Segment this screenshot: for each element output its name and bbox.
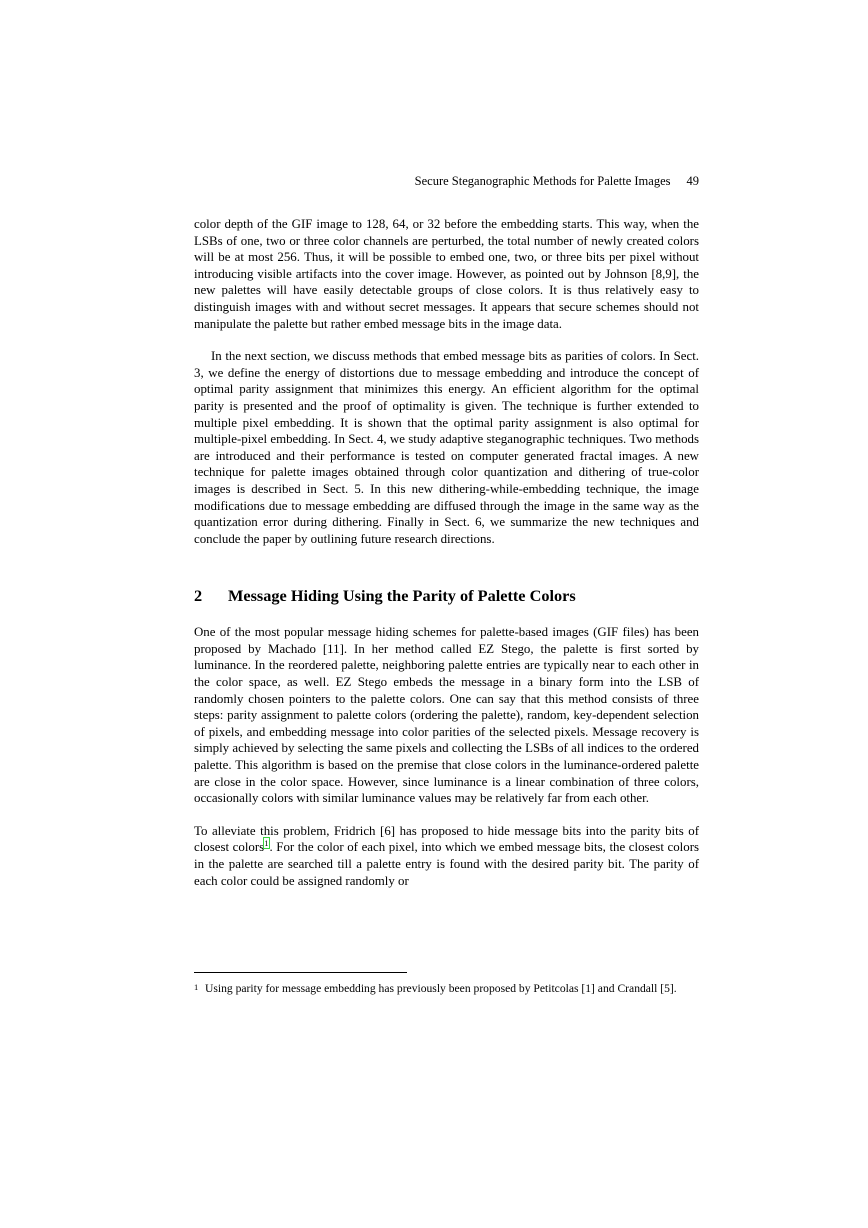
paragraph-outline: In the next section, we discuss methods that embed message bits as parities of colors. In Sect. 3, we define the energy of distortions due to message embedding and introduce the concept of optimal parity assignment that minimizes this energy. An efficient algorithm for the optimal parity is presented and the proof of optimality is given. The technique is further extended to multiple pixel embedding. It is shown that the optimal parity assignment is also optimal for multiple-pixel embedding. In Sect. 4, we study adaptive steganographic techniques. Two methods are introduced and their performance is tested on computer generated fractal images. A new technique for palette images obtained through color quantization and dithering of true-color images is described in Sect. 5. In this new dithering-while-embedding technique, the image modifications due to message embedding are diffused through the image in the same way as the quantization error during dithering. Finally in Sect. 6, we summarize the new techniques and conclude the paper by outlining future research directions. xyxy=(194,349,699,546)
footnote-reference-link[interactable]: 1 xyxy=(264,838,269,849)
footnote-text: Using parity for message embedding has previously been proposed by Petitcolas [1] and Crandall [5]. xyxy=(205,982,677,995)
section-number: 2 xyxy=(194,586,203,606)
paragraph-continued: color depth of the GIF image to 128, 64, or 32 before the embedding starts. This way, when the LSBs of one, two or three color channels are perturbed, the total number of newly created colors will be at most 256. Thus, it will be possible to embed one, two, or three bits per pixel without introducing visible artifacts into the cover image. However, as pointed out by Johnson [8,9], the new palettes will have easily detectable groups of close colors. It is thus relatively easy to distinguish images with and without secret messages. It appears that secure schemes should not manipulate the palette but rather embed message bits in the image data. xyxy=(194,217,699,331)
body-text xyxy=(194,216,699,889)
page-number: 49 xyxy=(686,174,699,188)
footnote-number: 1 xyxy=(194,982,199,992)
section-heading xyxy=(194,585,699,607)
section-title: Message Hiding Using the Parity of Palette Colors xyxy=(228,586,576,606)
footnote xyxy=(194,981,699,996)
paragraph-fridrich xyxy=(194,823,699,889)
paragraph-ez-stego: One of the most popular message hiding schemes for palette-based images (GIF files) has been proposed by Machado [11]. In her method called EZ Stego, the palette is first sorted by luminance. In the reordered palette, neighboring palette entries are typically near to each other in the color space, as well. EZ Stego embeds the message in a binary form into the LSB of randomly chosen pointers to the palette colors. One can say that this method consists of three steps: parity assignment to palette colors (ordering the palette), random, key-dependent selection of pixels, and embedding message into color parities of the selected pixels. Message recovery is simply achieved by selecting the same pixels and collecting the LSBs of all indices to the ordered palette. This algorithm is based on the premise that close colors in the luminance-ordered palette are close in the color space. However, since luminance is a linear combination of three colors, occasionally colors with similar luminance values may be relatively far from each other. xyxy=(194,625,699,806)
footnote-divider xyxy=(194,972,407,973)
running-title: Secure Steganographic Methods for Palette Images xyxy=(414,174,671,188)
paragraph-fridrich-start: To alleviate this problem, Fridrich [6] has proposed to hide message bits into the parity bits of closest colors xyxy=(194,823,699,855)
paragraph-fridrich-end: . For the color of each pixel, into which we embed message bits, the closest colors in the palette are searched till a palette entry is found with the desired parity bit. The parity of each color could be assigned randomly or xyxy=(194,840,700,888)
running-head xyxy=(194,172,699,190)
